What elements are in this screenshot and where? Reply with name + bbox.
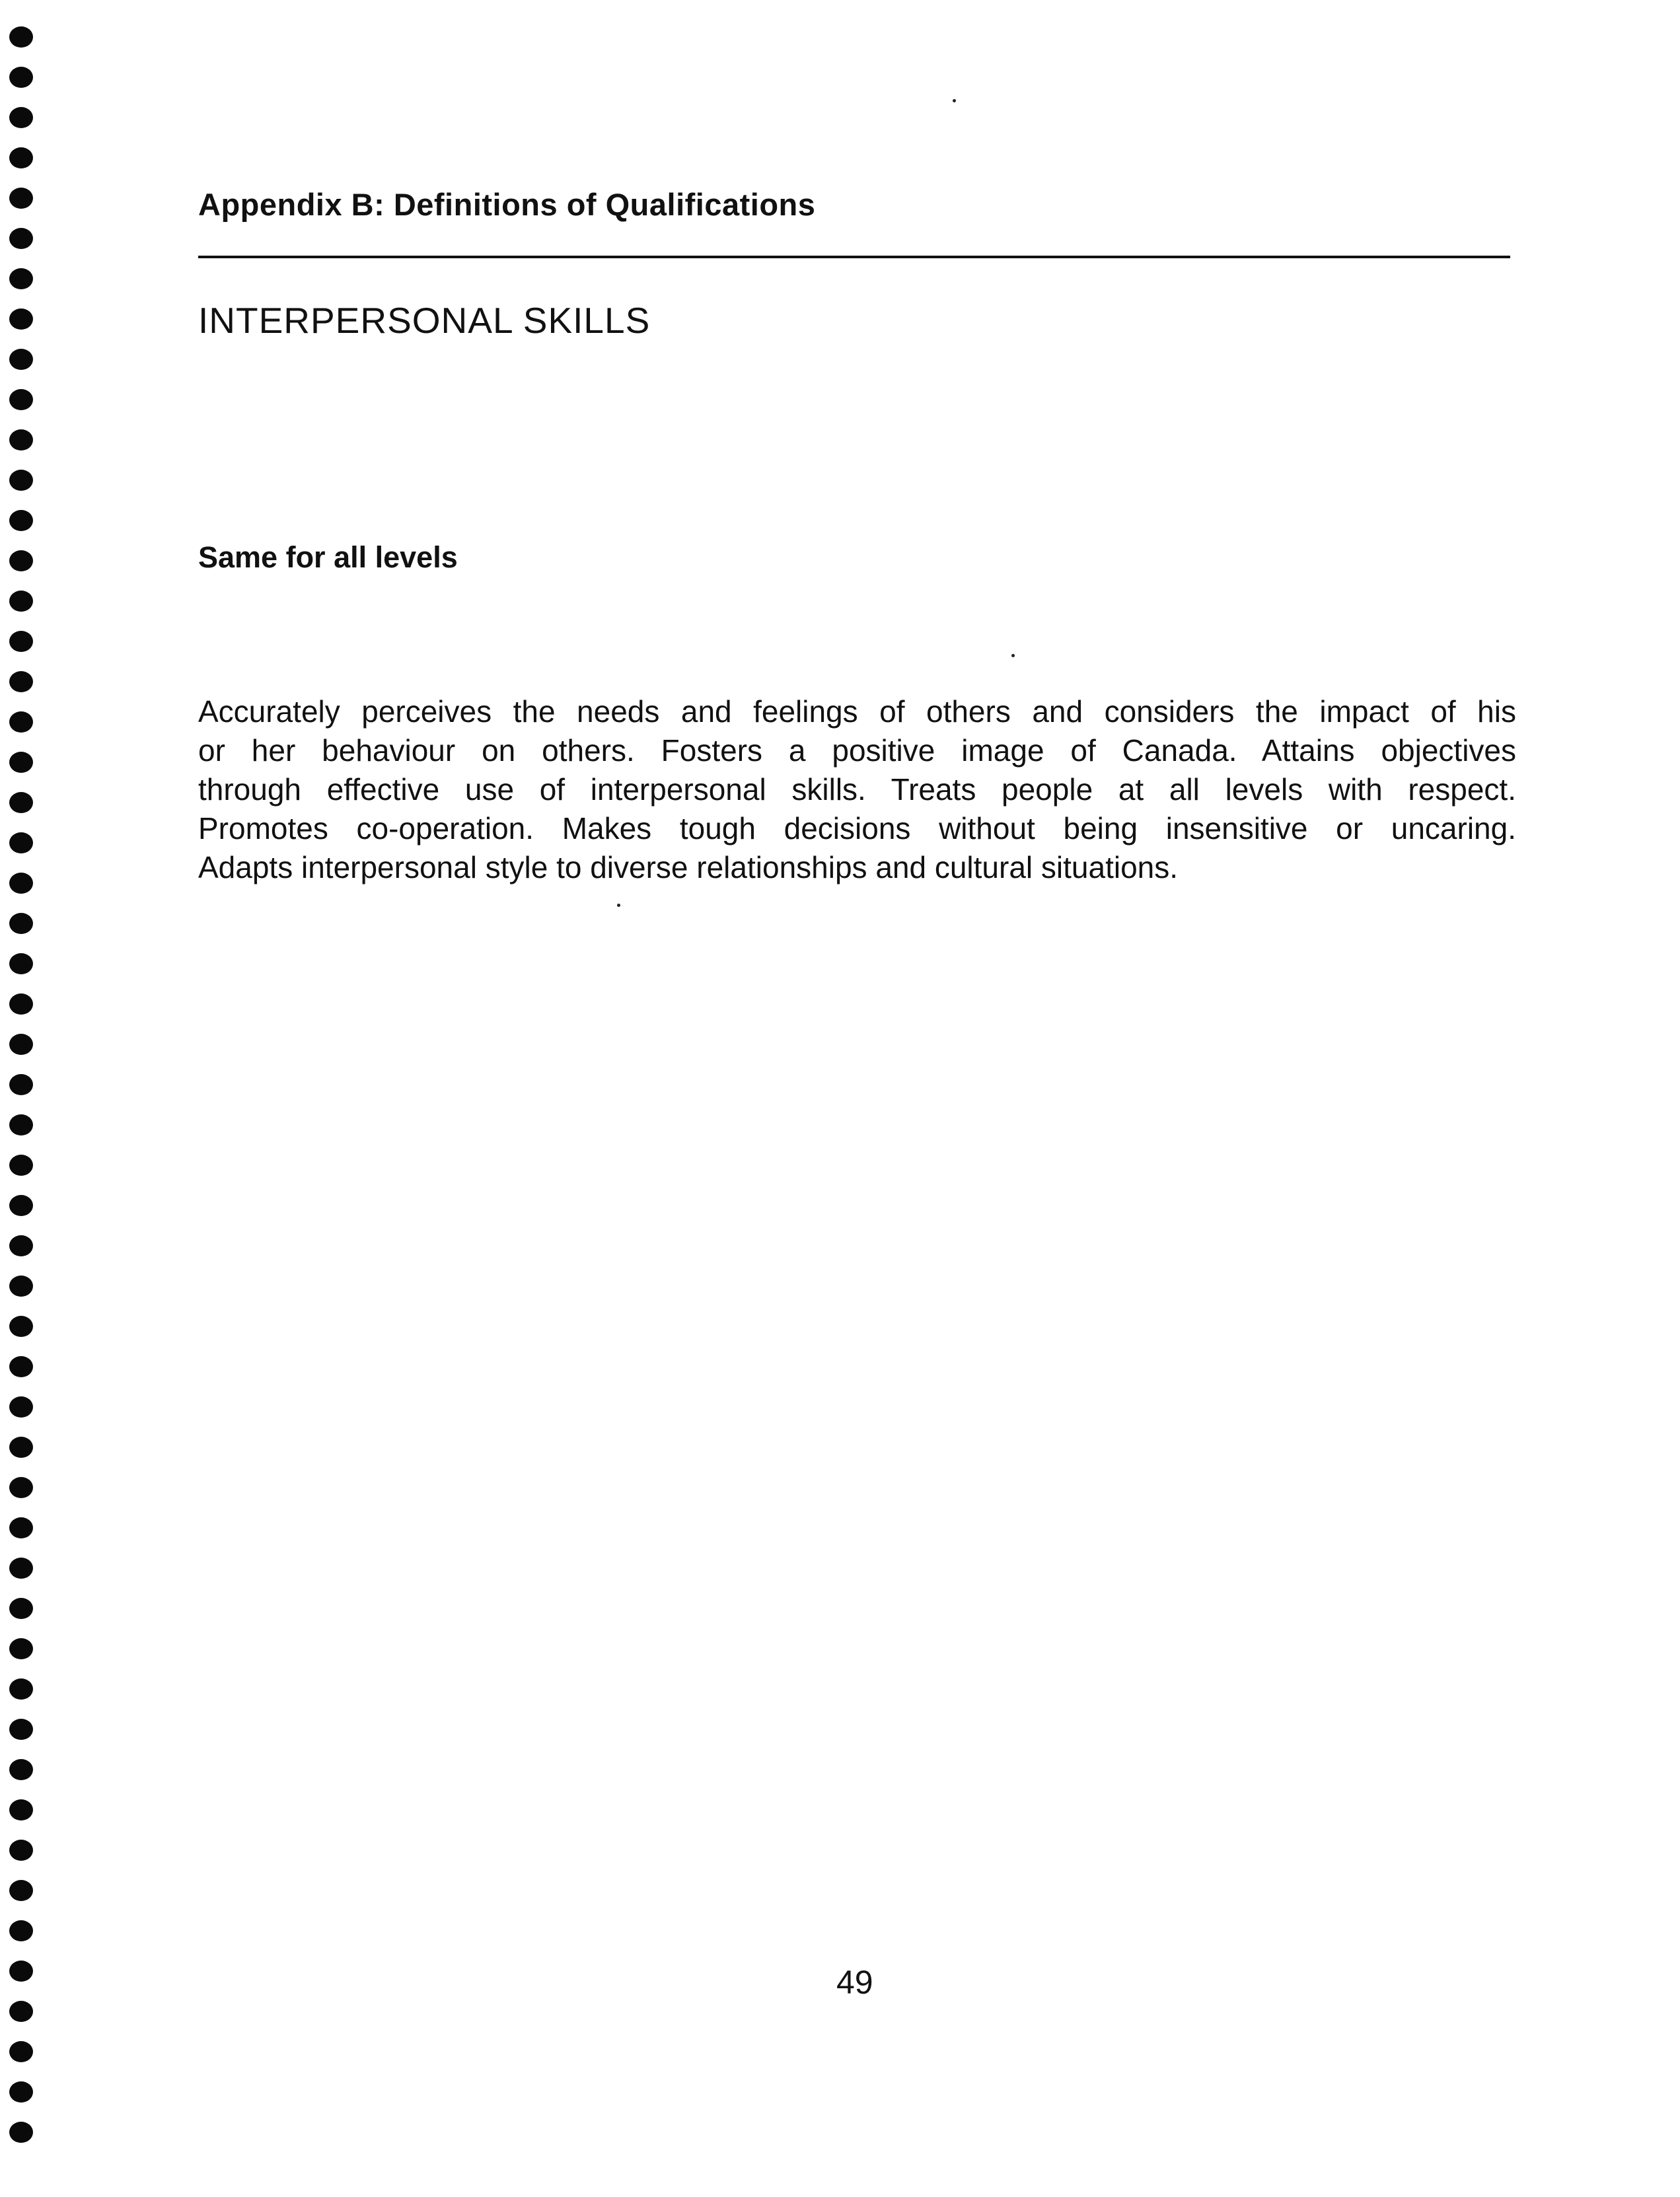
- binding-hole: [9, 792, 33, 813]
- binding-hole: [9, 2041, 33, 2062]
- binding-hole: [9, 1799, 33, 1820]
- binding-hole: [9, 2001, 33, 2022]
- binding-hole: [9, 2122, 33, 2143]
- binding-hole: [9, 1477, 33, 1498]
- binding-hole: [9, 1961, 33, 1982]
- binding-hole: [9, 953, 33, 974]
- binding-hole: [9, 389, 33, 410]
- binding-hole: [9, 228, 33, 249]
- definition-line: Adapts interpersonal style to diverse relationships and cultural situations.: [198, 850, 1179, 884]
- binding-hole: [9, 1880, 33, 1901]
- binding-hole: [9, 2081, 33, 2103]
- binding-hole: [9, 1558, 33, 1579]
- binding-hole: [9, 1235, 33, 1256]
- binding-hole: [9, 993, 33, 1015]
- binding-hole: [9, 1638, 33, 1659]
- page-number: 49: [836, 1964, 873, 2001]
- binding-hole: [9, 1074, 33, 1095]
- binding-hole: [9, 1356, 33, 1377]
- level-label: Same for all levels: [198, 540, 458, 574]
- definition-line: through effective use of interpersonal skills. Treats people at all levels with respect.: [198, 772, 1516, 807]
- binding-hole: [9, 711, 33, 733]
- binding-hole: [9, 913, 33, 934]
- binding-hole: [9, 1155, 33, 1176]
- binding-hole: [9, 1114, 33, 1135]
- binding-hole: [9, 1437, 33, 1458]
- binding-hole: [9, 308, 33, 330]
- binding-hole: [9, 510, 33, 531]
- binding-hole: [9, 671, 33, 692]
- binding-hole: [9, 1920, 33, 1941]
- scan-speck: [617, 904, 620, 907]
- binding-hole: [9, 147, 33, 168]
- binding-hole: [9, 429, 33, 450]
- page-header: Appendix B: Definitions of Qualifications: [198, 187, 816, 222]
- binding-hole: [9, 1195, 33, 1216]
- binding-hole: [9, 1276, 33, 1297]
- binding-hole: [9, 107, 33, 128]
- binding-holes: [0, 0, 46, 2197]
- binding-hole: [9, 188, 33, 209]
- binding-hole: [9, 1840, 33, 1861]
- binding-hole: [9, 349, 33, 370]
- binding-hole: [9, 1034, 33, 1055]
- section-title: INTERPERSONAL SKILLS: [198, 300, 651, 341]
- binding-hole: [9, 1316, 33, 1337]
- binding-hole: [9, 1719, 33, 1740]
- binding-hole: [9, 591, 33, 612]
- scan-speck: [1011, 654, 1015, 657]
- binding-hole: [9, 1598, 33, 1619]
- binding-hole: [9, 26, 33, 48]
- binding-hole: [9, 67, 33, 88]
- definition-line: or her behaviour on others. Fosters a positive image of Canada. Attains objectives: [198, 733, 1516, 768]
- binding-hole: [9, 1678, 33, 1700]
- definition-paragraph: [198, 692, 1516, 887]
- binding-hole: [9, 832, 33, 853]
- binding-hole: [9, 752, 33, 773]
- header-divider: [198, 256, 1510, 258]
- binding-hole: [9, 873, 33, 894]
- binding-hole: [9, 550, 33, 571]
- binding-hole: [9, 1759, 33, 1780]
- binding-hole: [9, 1396, 33, 1418]
- binding-hole: [9, 470, 33, 491]
- binding-hole: [9, 631, 33, 652]
- definition-line: Promotes co-operation. Makes tough decisions without being insensitive or uncaring.: [198, 811, 1516, 846]
- binding-hole: [9, 1517, 33, 1538]
- scan-speck: [953, 99, 956, 102]
- binding-hole: [9, 268, 33, 289]
- definition-line: Accurately perceives the needs and feelings of others and considers the impact of his: [198, 694, 1516, 729]
